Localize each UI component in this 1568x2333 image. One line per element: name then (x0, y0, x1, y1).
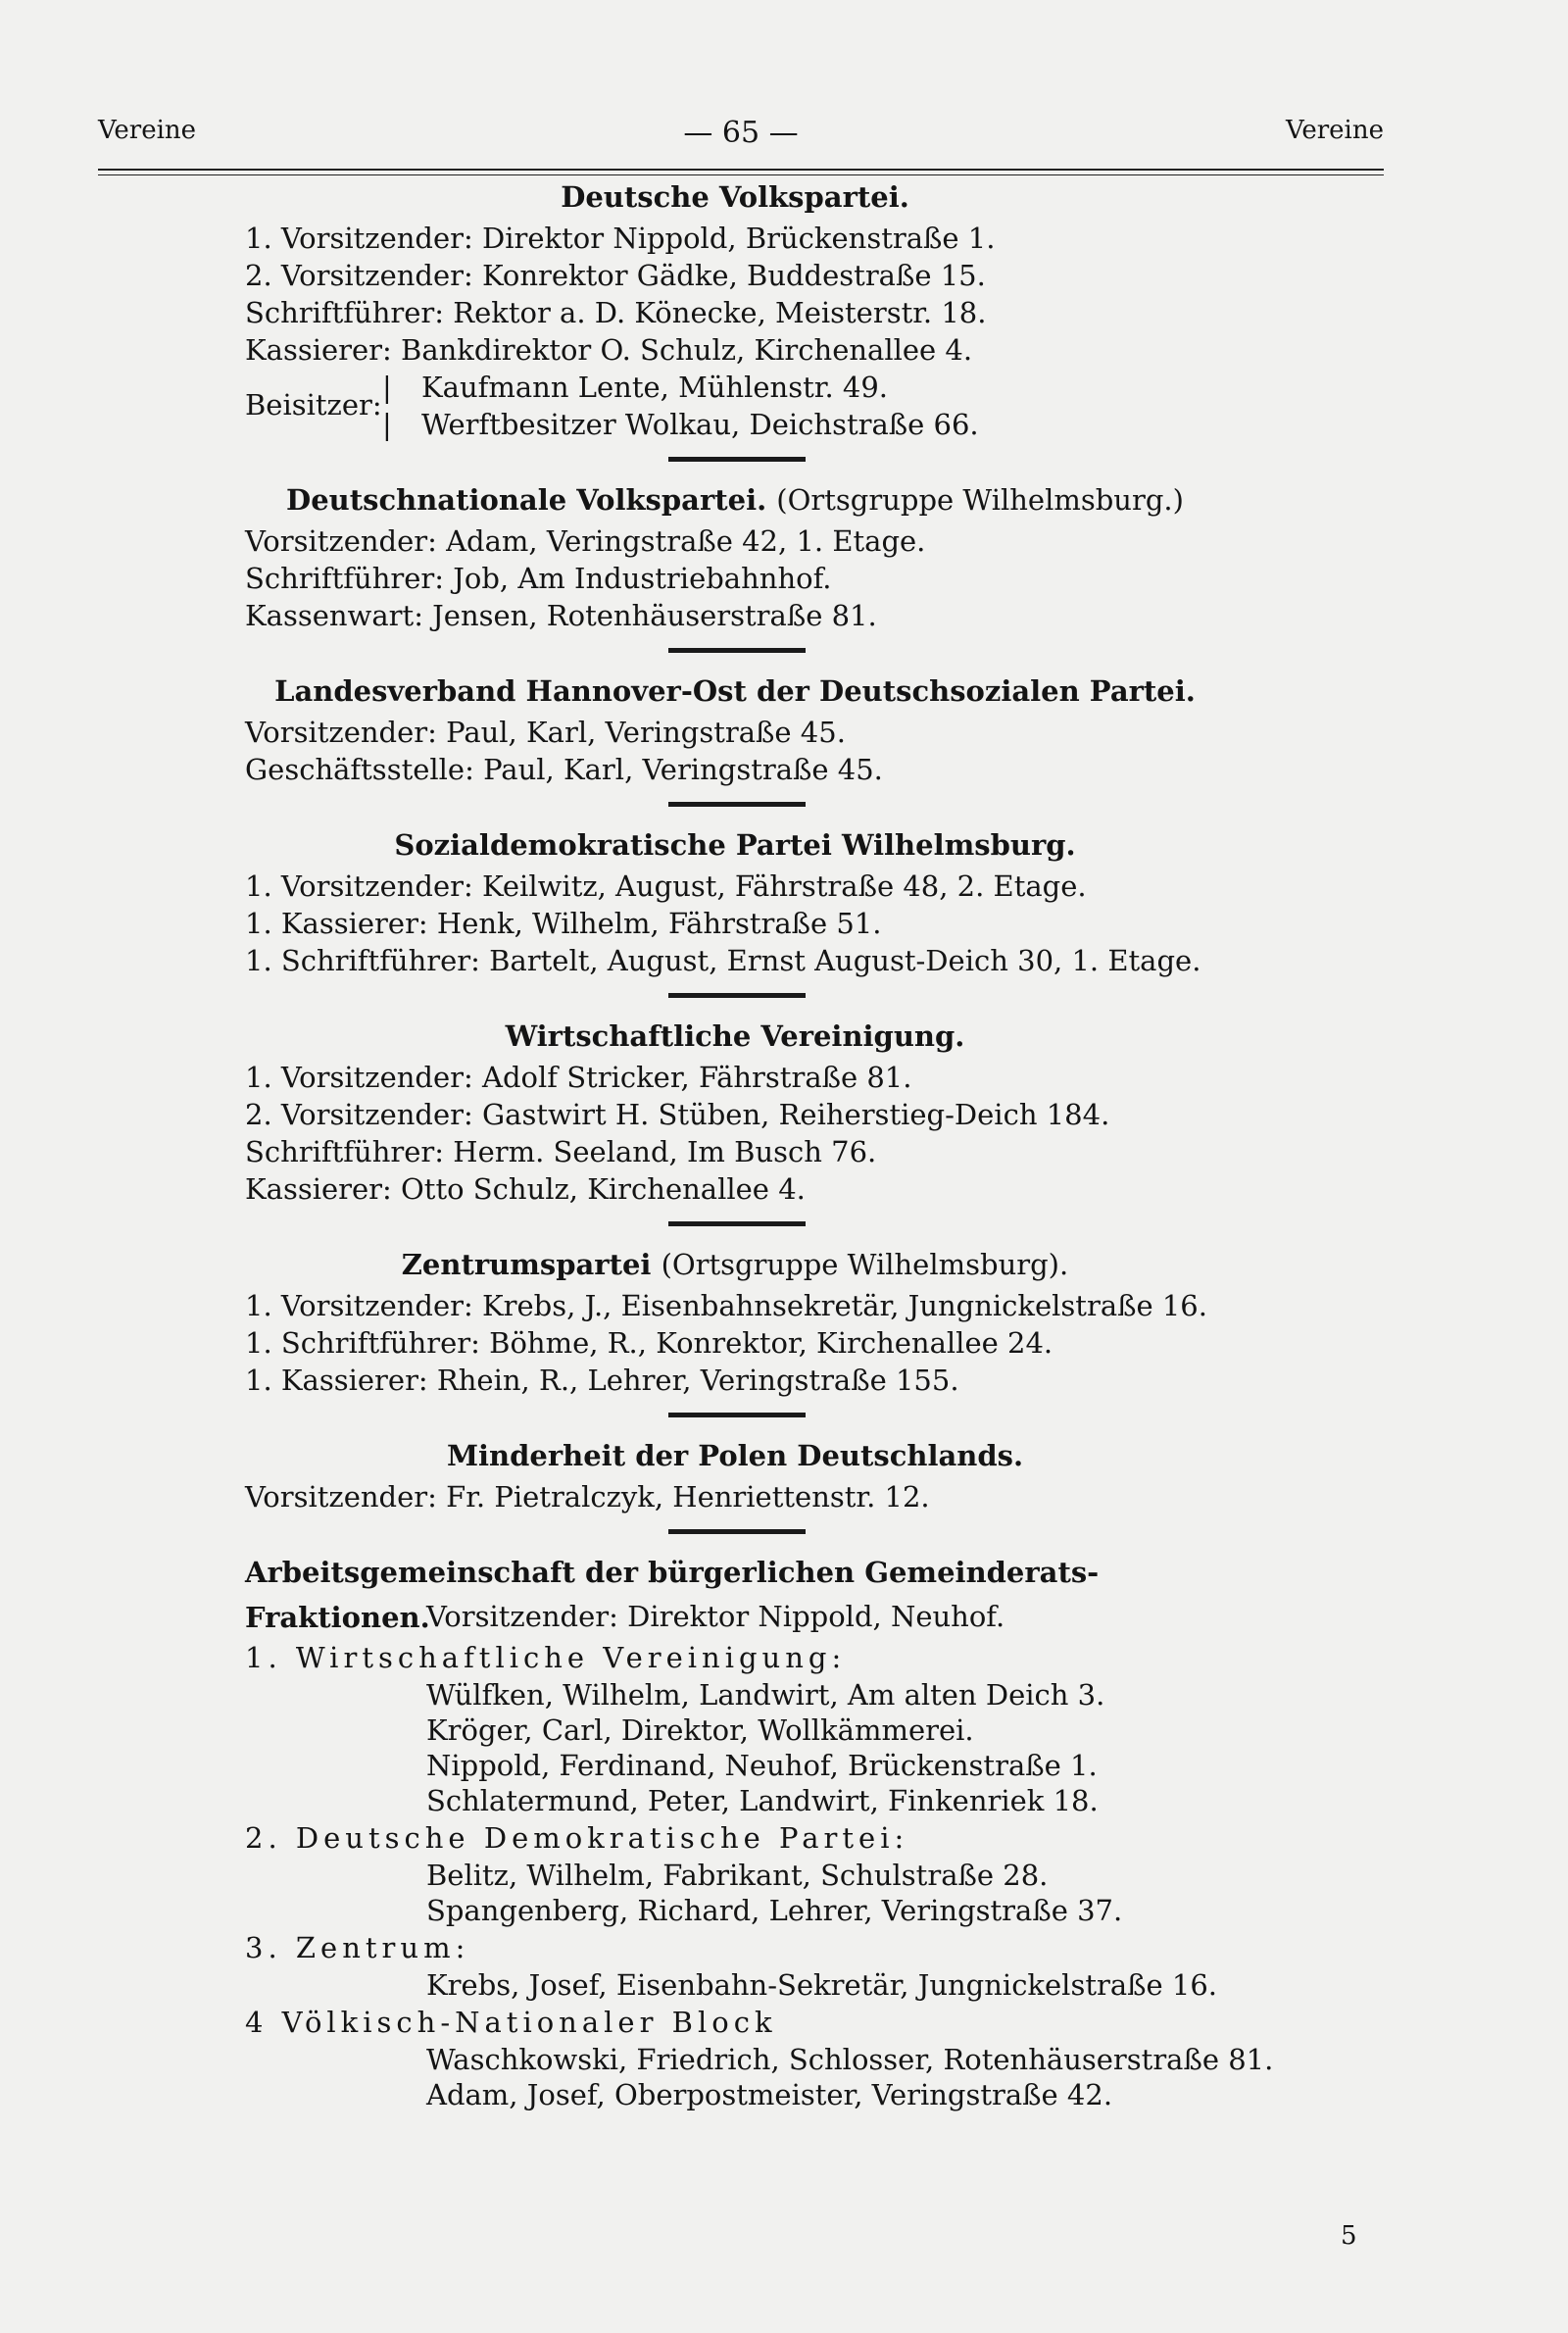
section-divider (668, 993, 806, 998)
section-title: Wirtschaftliche Vereinigung. (505, 1019, 965, 1053)
document-content (245, 174, 1372, 2112)
section-deutschsoziale-partei (245, 669, 1372, 788)
section-title-note: (Ortsgruppe Wilhelmsburg). (661, 1248, 1069, 1281)
beisitzer-entry: Werftbesitzer Wolkau, Deichstraße 66. (421, 408, 979, 441)
section-divider (668, 802, 806, 807)
beisitzer-block (245, 369, 1372, 443)
section-title: Minderheit der Polen Deutschlands. (446, 1439, 1024, 1472)
group-heading: 3. Zentrum: (245, 1931, 470, 1964)
entry-line: 1. Vorsitzender: Adolf Stricker, Fährstraße 81. (245, 1061, 912, 1094)
section-arbeitsgemeinschaft (245, 1550, 1372, 2112)
section-deutsche-volkspartei (245, 174, 1372, 443)
group-member: Schlatermund, Peter, Landwirt, Finkenriek 18. (426, 1784, 1099, 1817)
section-title-text: Zentrumspartei (401, 1248, 652, 1281)
arbeitsgemeinschaft-chair: Vorsitzender: Direktor Nippold, Neuhof. (426, 1600, 1005, 1633)
entry-line: Kassenwart: Jensen, Rotenhäuserstraße 81. (245, 599, 877, 632)
section-title: Deutsche Volkspartei. (561, 180, 909, 214)
section-title: Landesverband Hannover-Ost der Deutschsozialen Partei. (274, 674, 1196, 708)
entry-line: Kassierer: Bankdirektor O. Schulz, Kirchenallee 4. (245, 333, 973, 367)
group-member: Waschkowski, Friedrich, Schlosser, Rotenhäuserstraße 81. (426, 2043, 1274, 2076)
entry-line: Schriftführer: Job, Am Industriebahnhof. (245, 562, 832, 595)
entry-line: Vorsitzender: Adam, Veringstraße 42, 1. Etage. (245, 524, 926, 558)
section-divider (668, 1221, 806, 1226)
header-left: Vereine (98, 116, 197, 145)
entry-line: Vorsitzender: Fr. Pietralczyk, Henriettenstr. 12. (245, 1480, 930, 1514)
group-member: Adam, Josef, Oberpostmeister, Veringstraße 42. (426, 2078, 1113, 2111)
entry-line: Kassierer: Otto Schulz, Kirchenallee 4. (245, 1172, 806, 1206)
beisitzer-label: Beisitzer: (245, 388, 382, 422)
section-title-note: (Ortsgruppe Wilhelmsburg.) (776, 483, 1184, 517)
beisitzer-entry: Kaufmann Lente, Mühlenstr. 49. (421, 371, 889, 404)
entry-line: 2. Vorsitzender: Gastwirt H. Stüben, Reiherstieg-Deich 184. (245, 1098, 1110, 1131)
section-title (245, 1242, 1225, 1287)
section-divider (668, 457, 806, 462)
section-divider (668, 1413, 806, 1417)
header-right: Vereine (1285, 116, 1384, 145)
section-zentrumspartei (245, 1242, 1372, 1399)
group-member: Wülfken, Wilhelm, Landwirt, Am alten Deich 3. (426, 1678, 1105, 1712)
beisitzer-list (421, 369, 979, 443)
group-heading: 1. Wirtschaftliche Vereinigung: (245, 1641, 847, 1674)
group-heading: 2. Deutsche Demokratische Partei: (245, 1821, 909, 1855)
group-heading: 4 Völkisch-Nationaler Block (245, 2006, 777, 2039)
section-divider (668, 648, 806, 653)
entry-line: 1. Kassierer: Henk, Wilhelm, Fährstraße 51. (245, 907, 882, 940)
header-page-number: — 65 — (683, 116, 799, 150)
sheet-number: 5 (1341, 2221, 1357, 2251)
entry-line: 2. Vorsitzender: Konrektor Gädke, Buddestraße 15. (245, 259, 986, 292)
entry-line: Geschäftsstelle: Paul, Karl, Veringstraße 45. (245, 753, 883, 786)
entry-line: 1. Vorsitzender: Keilwitz, August, Fährstraße 48, 2. Etage. (245, 869, 1087, 903)
section-title (245, 477, 1225, 522)
header-rule (98, 169, 1384, 171)
group-member: Krebs, Josef, Eisenbahn-Sekretär, Jungnickelstraße 16. (426, 1968, 1218, 2002)
entry-line: 1. Schriftführer: Böhme, R., Konrektor, Kirchenallee 24. (245, 1326, 1054, 1360)
group-member: Nippold, Ferdinand, Neuhof, Brückenstraße 1. (426, 1749, 1098, 1782)
group-member: Belitz, Wilhelm, Fabrikant, Schulstraße 28. (426, 1859, 1049, 1892)
section-wirtschaftliche-vereinigung (245, 1014, 1372, 1208)
group-member: Spangenberg, Richard, Lehrer, Veringstraße 37. (426, 1894, 1123, 1927)
entry-line: Schriftführer: Rektor a. D. Könecke, Meisterstr. 18. (245, 296, 987, 329)
section-deutschnationale-volkspartei (245, 477, 1372, 634)
section-divider (668, 1529, 806, 1534)
entry-line: Schriftführer: Herm. Seeland, Im Busch 76. (245, 1135, 877, 1168)
entry-line: 1. Vorsitzender: Krebs, J., Eisenbahnsekretär, Jungnickelstraße 16. (245, 1289, 1207, 1322)
group-member: Kröger, Carl, Direktor, Wollkämmerei. (426, 1713, 974, 1747)
entry-line: 1. Schriftführer: Bartelt, August, Ernst August-Deich 30, 1. Etage. (245, 944, 1201, 977)
entry-line: 1. Kassierer: Rhein, R., Lehrer, Veringstraße 155. (245, 1364, 959, 1397)
section-title: Sozialdemokratische Partei Wilhelmsburg. (394, 828, 1076, 862)
section-title: Arbeitsgemeinschaft der bürgerlichen Gemeinderats-Fraktionen. (245, 1556, 1100, 1634)
entry-line: 1. Vorsitzender: Direktor Nippold, Brückenstraße 1. (245, 222, 996, 255)
brace-icon: | | (382, 371, 392, 441)
section-sozialdemokratische-partei (245, 822, 1372, 979)
page-header (98, 116, 1384, 155)
entry-line: Vorsitzender: Paul, Karl, Veringstraße 45. (245, 716, 846, 749)
section-minderheit-polen (245, 1433, 1372, 1515)
section-title-text: Deutschnationale Volkspartei. (286, 483, 767, 517)
